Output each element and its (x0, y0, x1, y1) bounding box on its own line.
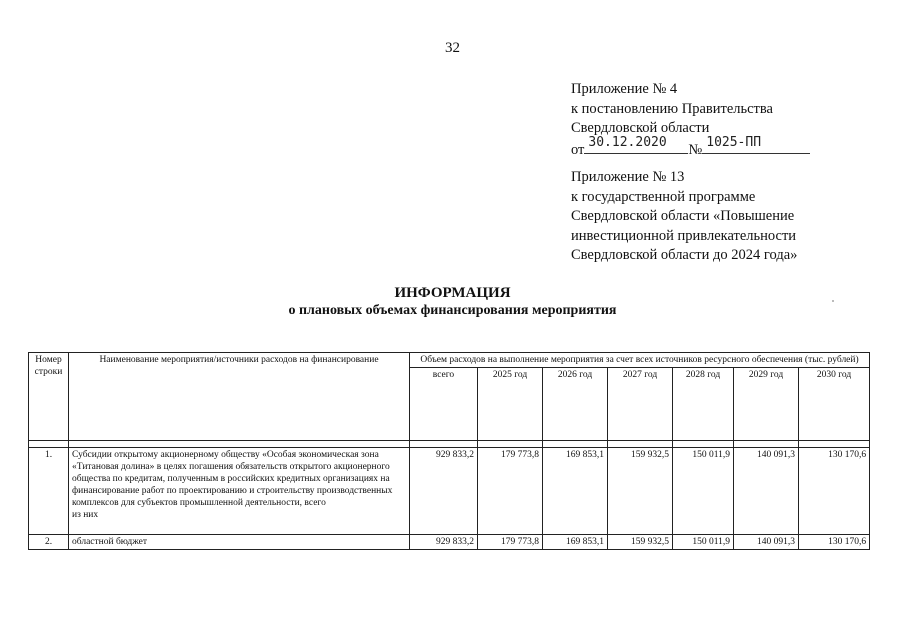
table-header-row-1 (29, 353, 870, 368)
row-value: 150 011,9 (673, 535, 734, 550)
number-prefix: № (688, 141, 703, 158)
appendix-13-block (571, 168, 797, 266)
row-value: 140 091,3 (734, 535, 799, 550)
header-name: Наименование мероприятия/источники расходов на финансирование (69, 353, 410, 441)
appendix-13-line5: Свердловской области до 2024 года» (571, 247, 798, 263)
row-number: 2. (29, 535, 69, 550)
header-year: 2026 год (543, 368, 608, 441)
number-value: 1025-ПП (706, 134, 762, 150)
row-value: 159 932,5 (608, 535, 673, 550)
appendix-4-line1: Приложение № 4 (571, 81, 678, 97)
row-value: 130 170,6 (799, 448, 870, 535)
number-field (702, 134, 810, 154)
row-value: 150 011,9 (673, 448, 734, 535)
row-value: 169 853,1 (543, 535, 608, 550)
date-prefix: от (571, 141, 585, 158)
scan-speck (832, 300, 834, 302)
date-value: 30.12.2020 (588, 134, 667, 150)
row-name (69, 448, 410, 535)
date-field (584, 134, 688, 154)
row-value: 130 170,6 (799, 535, 870, 550)
header-row-number: Номер строки (29, 353, 69, 441)
header-year: 2030 год (799, 368, 870, 441)
appendix-13-line2: к государственной программе (571, 188, 756, 205)
header-year: 2028 год (673, 368, 734, 441)
row-total: 929 833,2 (410, 448, 478, 535)
financing-table (28, 352, 870, 550)
header-volume: Объем расходов на выполнение мероприятия за счет всех источников ресурсного обеспечения (тыс. рублей) (410, 353, 870, 368)
appendix-13-line4: инвестиционной привлекательности (571, 227, 797, 244)
appendix-13-line3: Свердловской области «Повышение (571, 208, 795, 224)
table-row (29, 448, 870, 535)
document-subtitle: о плановых объемах финансирования мероприятия (288, 303, 617, 318)
row-name: областной бюджет (69, 535, 410, 550)
row-value: 179 773,8 (478, 448, 543, 535)
row-value: 159 932,5 (608, 448, 673, 535)
header-year: 2025 год (478, 368, 543, 441)
row-value: 140 091,3 (734, 448, 799, 535)
appendix-4-block (571, 80, 810, 160)
document-title: ИНФОРМАЦИЯ (394, 285, 511, 301)
appendix-13-line1: Приложение № 13 (571, 169, 685, 185)
table-spacer-row (29, 441, 870, 448)
row-name-sub: из них (72, 510, 99, 520)
appendix-4-line2: к постановлению Правительства (571, 100, 773, 117)
appendix-4-date-line (571, 134, 810, 161)
page-number: 32 (445, 40, 460, 56)
row-value: 179 773,8 (478, 535, 543, 550)
header-year: 2027 год (608, 368, 673, 441)
table-row (29, 535, 870, 550)
row-number: 1. (29, 448, 69, 535)
row-name-text: Субсидии открытому акционерному обществу «Особая экономическая зона «Титановая долина» в целях погашения обязательств открытого акционерного общества по кредитам, полученным в российских кредитных организациях на финансирование работ по проектированию и строительству производственных комплексов для субъектов промышленной деятельности, всего (72, 450, 393, 508)
appendix-4-line3: Свердловской области (571, 120, 710, 136)
header-total: всего (410, 368, 478, 441)
row-value: 169 853,1 (543, 448, 608, 535)
header-year: 2029 год (734, 368, 799, 441)
row-total: 929 833,2 (410, 535, 478, 550)
